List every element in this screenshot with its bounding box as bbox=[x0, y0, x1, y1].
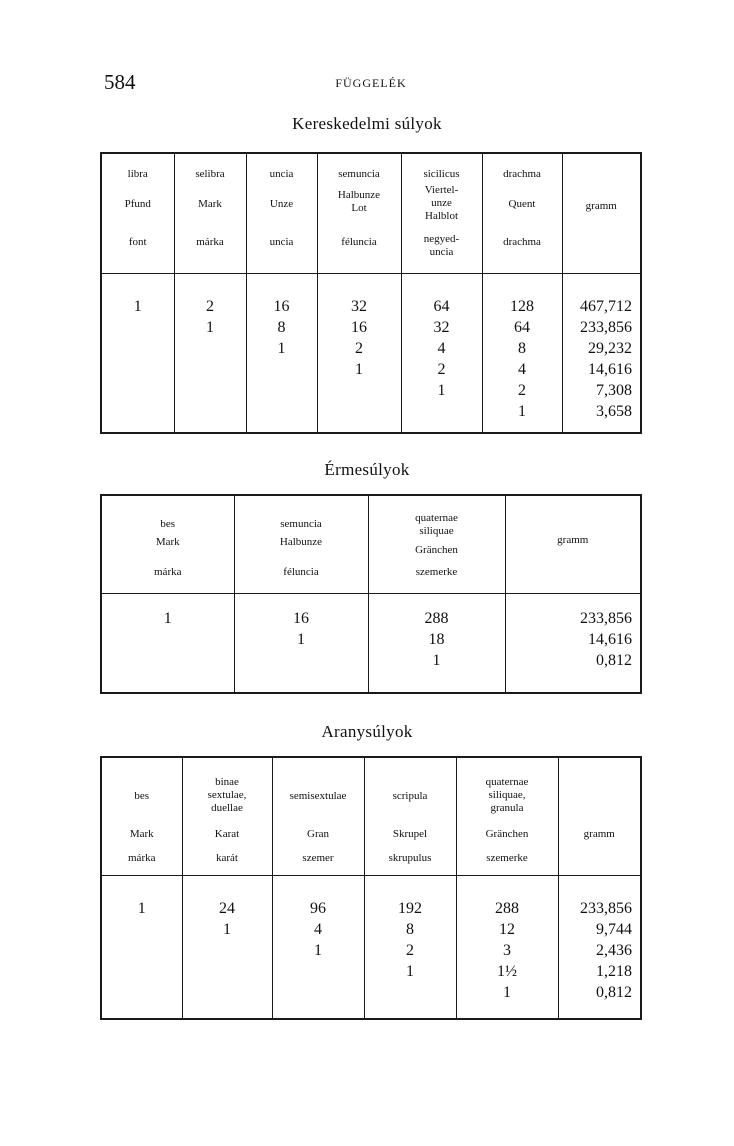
values-semuncia: 32 16 2 1 bbox=[317, 273, 401, 433]
header-scripula: scripula Skrupel skrupulus bbox=[364, 757, 456, 875]
values-gramm: 233,856 9,744 2,436 1,218 0,812 bbox=[558, 875, 641, 1019]
header-semisextulae: semisextulae Gran szemer bbox=[272, 757, 364, 875]
header-drachma: drachma Quent drachma bbox=[482, 153, 562, 273]
table-title-commercial-weights: Kereskedelmi súlyok bbox=[292, 114, 442, 133]
values-scripula: 192 8 2 1 bbox=[364, 875, 456, 1019]
values-gramm: 233,856 14,616 0,812 bbox=[505, 593, 641, 693]
header-libra: libra Pfund font bbox=[101, 153, 174, 273]
coin-weights-table bbox=[100, 494, 642, 694]
values-quaternae-siliquae: 288 12 3 1½ 1 bbox=[456, 875, 558, 1019]
gold-weights-table bbox=[100, 756, 642, 1020]
header-quaternae-siliquae: quaternae siliquae Gränchen szemerke bbox=[368, 495, 505, 593]
values-gramm: 467,712 233,856 29,232 14,616 7,308 3,658 bbox=[562, 273, 641, 433]
table-title-coin-weights: Érmesúlyok bbox=[324, 460, 410, 479]
values-bes: 1 bbox=[101, 875, 182, 1019]
header-semuncia: semuncia Halbunze féluncia bbox=[234, 495, 368, 593]
header-gramm: gramm bbox=[505, 495, 641, 593]
values-quaternae-siliquae: 288 18 1 bbox=[368, 593, 505, 693]
header-gramm: gramm bbox=[558, 757, 641, 875]
header-bes: bes Mark márka bbox=[101, 757, 182, 875]
values-sicilicus: 64 32 4 2 1 bbox=[401, 273, 482, 433]
values-uncia: 16 8 1 bbox=[246, 273, 317, 433]
values-drachma: 128 64 8 4 2 1 bbox=[482, 273, 562, 433]
page-number: 584 bbox=[104, 70, 136, 94]
header-semuncia: semuncia Halbunze Lot féluncia bbox=[317, 153, 401, 273]
values-bes: 1 bbox=[101, 593, 234, 693]
header-gramm: gramm bbox=[562, 153, 641, 273]
header-quaternae-siliquae: quaternae siliquae, granula Gränchen szemerke bbox=[456, 757, 558, 875]
running-head: FÜGGELÉK bbox=[335, 76, 407, 90]
values-semuncia: 16 1 bbox=[234, 593, 368, 693]
header-bes: bes Mark márka bbox=[101, 495, 234, 593]
table-title-gold-weights: Aranysúlyok bbox=[321, 722, 413, 741]
values-binae-sextulae: 24 1 bbox=[182, 875, 272, 1019]
header-binae-sextulae: binae sextulae, duellae Karat karát bbox=[182, 757, 272, 875]
values-semisextulae: 96 4 1 bbox=[272, 875, 364, 1019]
commercial-weights-table bbox=[100, 152, 642, 434]
header-selibra: selibra Mark márka bbox=[174, 153, 246, 273]
header-uncia: uncia Unze uncia bbox=[246, 153, 317, 273]
values-selibra: 2 1 bbox=[174, 273, 246, 433]
header-sicilicus: sicilicus Viertel- unze Halblot negyed- uncia bbox=[401, 153, 482, 273]
values-libra: 1 bbox=[101, 273, 174, 433]
